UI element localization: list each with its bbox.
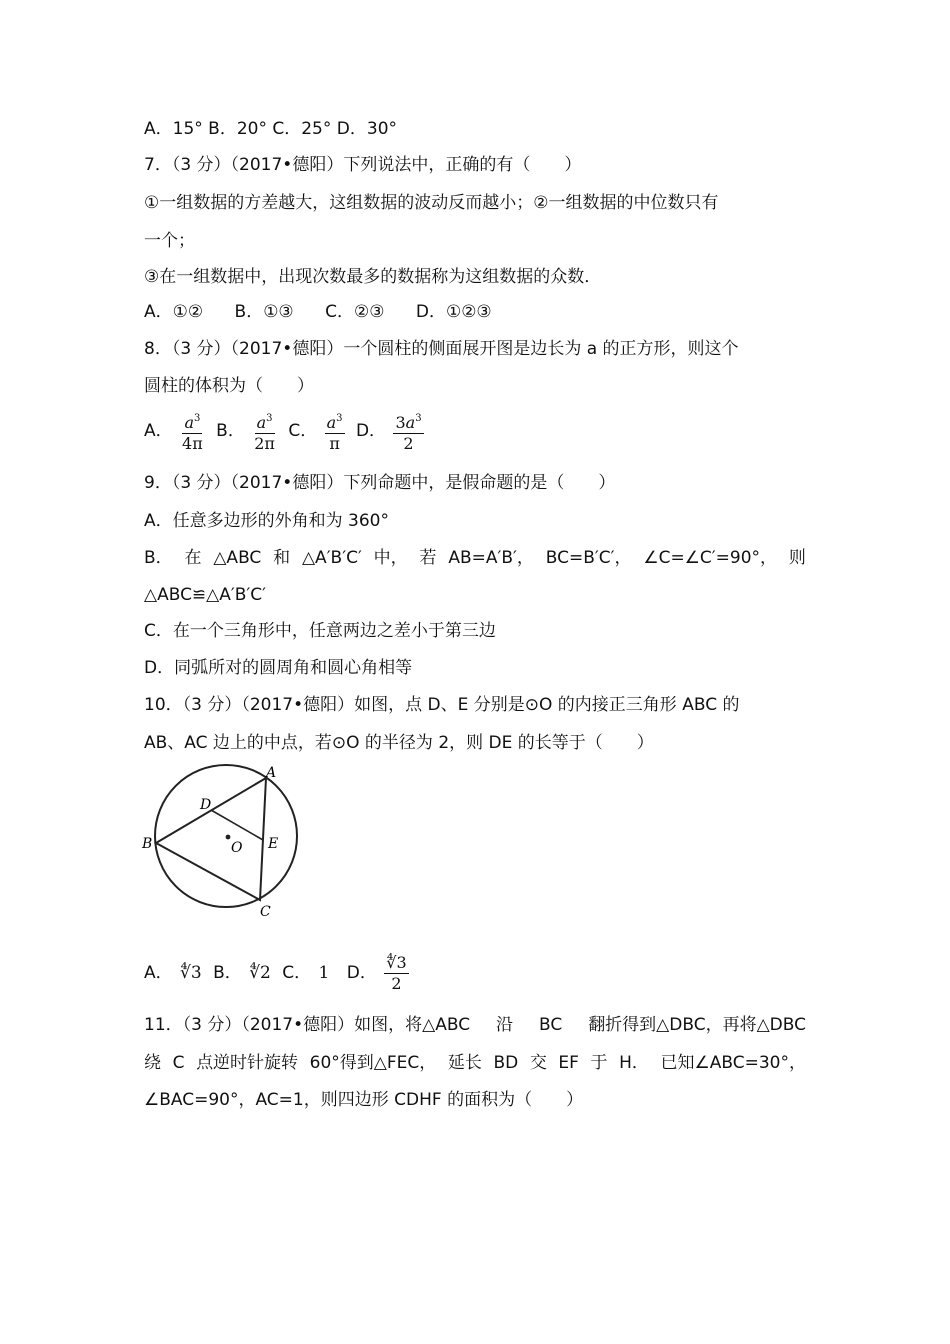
q9-option-b-word: 若 xyxy=(419,548,437,568)
q10-label-b: B． xyxy=(213,963,242,983)
q11-line-2-word: 延长 xyxy=(447,1053,482,1073)
q6-option-b: B．20° xyxy=(208,119,267,139)
q8-fraction-c: $\frac{a^3}{\pi}$ xyxy=(325,409,345,454)
q6-option-a: A．15° xyxy=(144,119,203,139)
center-dot xyxy=(226,835,231,840)
q6-option-d: D．30° xyxy=(336,119,398,139)
q9-option-b-word: B． xyxy=(144,548,173,568)
q10-label-a: A． xyxy=(144,963,173,983)
q10-label-d: D． xyxy=(346,963,377,983)
q7-stem: 7．（3 分）（2017•德阳）下列说法中，正确的有（ ） xyxy=(144,155,582,175)
label-e: E xyxy=(268,836,279,852)
q7-statement-1: ①一组数据的方差越大，这组数据的波动反而越小；②一组数据的中位数只有 xyxy=(144,193,719,213)
q10-stem-1: 10．（3 分）（2017•德阳）如图，点 D、E 分别是⊙O 的内接正三角形 ABC 的 xyxy=(144,695,740,715)
q11-line-2-word: 60°得到△FEC， xyxy=(309,1053,437,1073)
label-d: D xyxy=(200,797,212,813)
q7-option-a: A．①② xyxy=(144,302,204,322)
q6-options xyxy=(144,117,397,141)
q9-option-b-word: 和 xyxy=(273,548,291,568)
label-c: C xyxy=(260,904,271,920)
q7-option-d: D．①②③ xyxy=(415,302,492,322)
segment-de xyxy=(211,810,263,840)
q11-line-1-word: 翻折得到△DBC，再将△DBC xyxy=(588,1015,806,1035)
q10-option-b: ∜2 xyxy=(249,963,271,983)
q9-option-b-cont: △ABC≌△A′B′C′ xyxy=(144,585,266,605)
q11-line-2-word: 已知∠ABC=30°， xyxy=(660,1053,806,1073)
q9-option-b xyxy=(144,546,806,570)
q11-line-2-word: 绕 xyxy=(144,1053,161,1073)
q9-option-b-word: △A′B′C′ xyxy=(301,548,362,568)
q9-option-b-word: 在 xyxy=(184,548,202,568)
q10-fraction-d: $\frac{∜3}{2}$ xyxy=(386,952,407,993)
q8-label-a: A． xyxy=(144,421,173,441)
q8-label-d: D． xyxy=(355,421,387,441)
q8-fraction-a: $\frac{a^3}{4\pi}$ xyxy=(180,409,205,454)
label-a: A xyxy=(266,765,277,781)
label-b: B xyxy=(142,836,153,852)
q11-line-2 xyxy=(144,1051,806,1075)
q10-label-c: C． xyxy=(282,963,312,983)
q11-line-1-word: 沿 xyxy=(496,1015,514,1035)
q11-line-1-word: 11．（3 分）（2017•德阳）如图，将△ABC xyxy=(144,1015,471,1035)
q8-label-c: C． xyxy=(288,421,318,441)
q8-stem-2: 圆柱的体积为（ ） xyxy=(144,376,314,396)
q7-option-b: B．①③ xyxy=(234,302,294,322)
q11-line-2-word: BD xyxy=(493,1053,519,1073)
q11-line-2-word: 于 xyxy=(590,1053,608,1073)
q9-option-b-word: △ABC xyxy=(213,548,262,568)
q11-line-2-word: 点逆时针旋转 xyxy=(196,1053,299,1073)
q11-line-2-word: EF xyxy=(558,1053,579,1073)
q9-option-d: D．同弧所对的圆周角和圆心角相等 xyxy=(144,658,413,678)
q9-option-a: A．任意多边形的外角和为 360° xyxy=(144,511,389,531)
q8-fraction-b: $\frac{a^3}{2\pi}$ xyxy=(252,409,277,454)
label-o: O xyxy=(231,840,243,856)
q10-stem-2: AB、AC 边上的中点，若⊙O 的半径为 2，则 DE 的长等于（ ） xyxy=(144,733,654,753)
q7-statement-3: ③在一组数据中，出现次数最多的数据称为这组数据的众数． xyxy=(144,267,602,287)
q6-option-c: C．25° xyxy=(272,119,332,139)
q9-option-b-word: AB=A′B′， xyxy=(448,548,534,568)
q7-options xyxy=(144,300,492,324)
q7-statement-1-cont: 一个； xyxy=(144,231,195,251)
q8-label-b: B． xyxy=(216,421,245,441)
q10-option-c: 1 xyxy=(318,963,330,983)
q11-line-2-word: C xyxy=(172,1053,185,1073)
q11-line-2-word: 交 xyxy=(529,1053,547,1073)
q9-option-b-word: 则 xyxy=(788,548,806,568)
q10-options xyxy=(144,950,415,996)
q11-line-1 xyxy=(144,1013,806,1037)
q9-stem: 9．（3 分）（2017•德阳）下列命题中，是假命题的是（ ） xyxy=(144,473,616,493)
q9-option-b-word: 中， xyxy=(373,548,408,568)
circle-triangle-figure xyxy=(140,760,310,920)
q9-option-b-word: ∠C=∠C′=90°， xyxy=(643,548,778,568)
q7-option-c: C．②③ xyxy=(325,302,385,322)
q8-stem-1: 8．（3 分）（2017•德阳）一个圆柱的侧面展开图是边长为 a 的正方形，则这个 xyxy=(144,339,739,359)
q9-option-b-word: BC=B′C′， xyxy=(545,548,632,568)
q8-options xyxy=(144,408,430,454)
q9-option-c: C．在一个三角形中，任意两边之差小于第三边 xyxy=(144,621,496,641)
q8-fraction-d: $\frac{3a^3}{2}$ xyxy=(393,409,423,454)
q11-line-1-word: BC xyxy=(539,1015,563,1035)
q11-line-3: ∠BAC=90°，AC=1，则四边形 CDHF 的面积为（ ） xyxy=(144,1090,584,1110)
q10-option-a: ∜3 xyxy=(180,963,202,983)
q11-line-2-word: H． xyxy=(619,1053,649,1073)
